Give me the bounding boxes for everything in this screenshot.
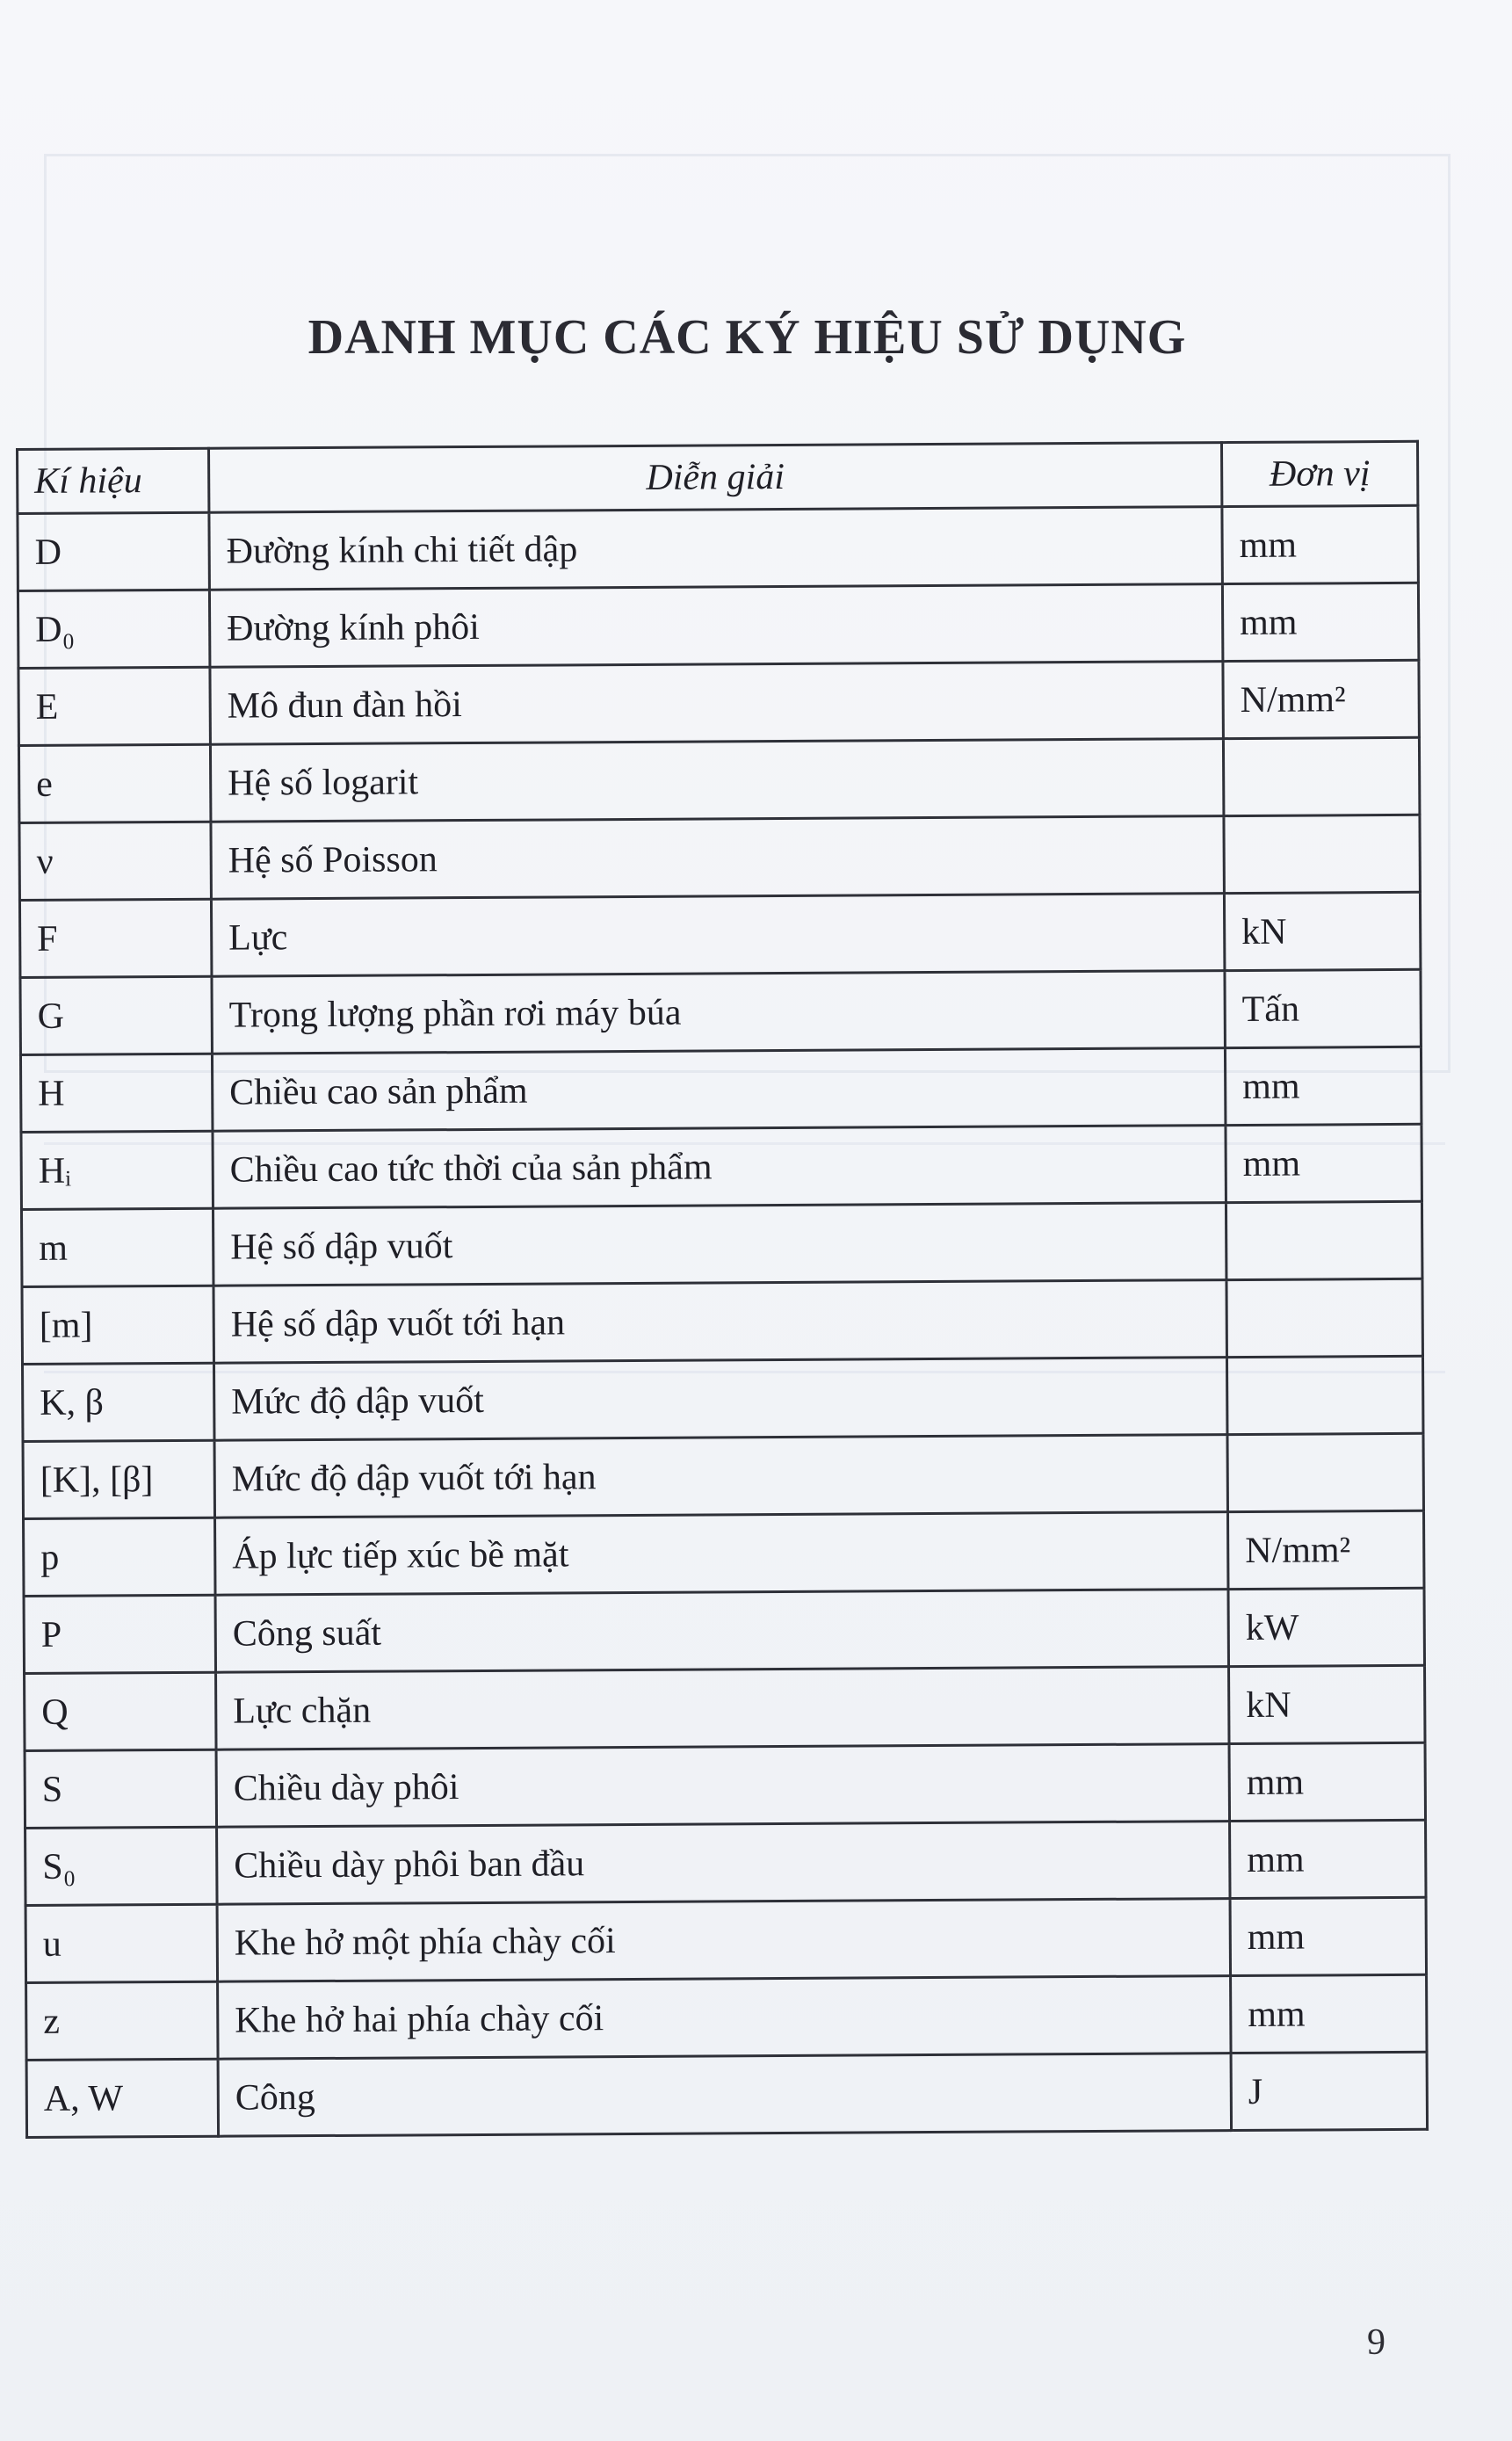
- table-row: [18, 583, 1418, 668]
- table-row: [21, 1124, 1422, 1209]
- unit-cell: Tấn: [1225, 969, 1422, 1047]
- header-unit: Đơn vị: [1221, 441, 1417, 506]
- symbol-cell: Hᵢ: [21, 1131, 213, 1209]
- symbol-cell: F: [19, 899, 212, 977]
- description-cell: Mức độ dập vuốt tới hạn: [214, 1435, 1227, 1518]
- table-row: [19, 892, 1420, 977]
- header-description: Diễn giải: [209, 443, 1222, 513]
- unit-cell: mm: [1225, 1047, 1422, 1125]
- unit-cell: mm: [1229, 1742, 1426, 1821]
- unit-cell: [1227, 1433, 1424, 1511]
- unit-cell: mm: [1230, 1820, 1427, 1898]
- description-cell: Chiều cao sản phẩm: [212, 1048, 1225, 1132]
- symbol-cell: K, β: [23, 1363, 215, 1441]
- symbol-cell: S: [25, 1749, 217, 1828]
- table-row: [19, 815, 1420, 900]
- unit-cell: N/mm²: [1223, 660, 1420, 738]
- description-cell: Đường kính chi tiết dập: [209, 507, 1222, 590]
- header-symbol: Kí hiệu: [18, 448, 209, 513]
- table-row: [24, 1588, 1424, 1673]
- description-cell: Mức độ dập vuốt: [214, 1358, 1227, 1441]
- description-cell: Đường kính phôi: [209, 584, 1222, 668]
- symbol-cell: D: [18, 512, 210, 590]
- unit-cell: [1224, 815, 1421, 893]
- description-cell: Hệ số dập vuốt: [213, 1203, 1226, 1286]
- symbol-cell: [K], [β]: [23, 1440, 215, 1518]
- unit-cell: kN: [1229, 1665, 1426, 1743]
- description-cell: Áp lực tiếp xúc bề mặt: [215, 1512, 1228, 1596]
- symbol-cell: P: [24, 1595, 216, 1673]
- symbol-cell: e: [18, 744, 211, 822]
- table-row: [26, 2052, 1427, 2137]
- table-row: [18, 505, 1418, 590]
- symbol-cell: E: [18, 667, 211, 745]
- table-row: [18, 660, 1419, 745]
- symbol-cell: A, W: [26, 2059, 219, 2137]
- table-row: [20, 969, 1421, 1054]
- symbol-cell: D₀: [18, 590, 210, 668]
- symbol-cell: H: [20, 1054, 213, 1132]
- description-cell: Lực: [211, 894, 1224, 977]
- table-row: [18, 737, 1419, 822]
- unit-cell: mm: [1231, 1974, 1428, 2053]
- description-cell: Khe hở một phía chày cối: [217, 1899, 1230, 1982]
- unit-cell: kN: [1224, 892, 1421, 970]
- description-cell: Hệ số Poisson: [211, 816, 1224, 900]
- unit-cell: mm: [1222, 583, 1419, 661]
- description-cell: Chiều dày phôi: [216, 1744, 1229, 1828]
- symbols-table: [16, 440, 1429, 2139]
- description-cell: Lực chặn: [216, 1667, 1229, 1750]
- symbol-cell: p: [24, 1517, 216, 1596]
- symbol-cell: S₀: [25, 1827, 218, 1905]
- table-row: [24, 1510, 1424, 1596]
- table-row: [26, 1974, 1427, 2060]
- unit-cell: mm: [1230, 1897, 1427, 1975]
- table-row: [21, 1201, 1422, 1286]
- unit-cell: [1226, 1278, 1423, 1357]
- unit-cell: mm: [1226, 1124, 1422, 1202]
- table-header-row: [18, 441, 1418, 513]
- unit-cell: J: [1231, 2052, 1428, 2130]
- unit-cell: [1223, 737, 1420, 815]
- description-cell: Công: [218, 2053, 1231, 2137]
- description-cell: Hệ số dập vuốt tới hạn: [213, 1280, 1226, 1364]
- description-cell: Mô đun đàn hồi: [210, 662, 1223, 745]
- description-cell: Trọng lượng phần rơi máy búa: [212, 971, 1225, 1054]
- symbol-cell: m: [21, 1208, 213, 1286]
- table-row: [25, 1820, 1426, 1905]
- table-body: [18, 505, 1428, 2137]
- symbol-cell: ν: [19, 822, 212, 900]
- table-row: [25, 1665, 1425, 1750]
- unit-cell: [1226, 1356, 1423, 1434]
- unit-cell: mm: [1222, 505, 1419, 583]
- page-number: 9: [1367, 2322, 1385, 2363]
- symbol-cell: u: [25, 1904, 218, 1982]
- page-title: DANH MỤC CÁC KÝ HIỆU SỬ DỤNG: [307, 310, 1187, 365]
- description-cell: Chiều cao tức thời của sản phẩm: [213, 1126, 1226, 1209]
- description-cell: Hệ số logarit: [210, 739, 1223, 822]
- symbol-cell: Q: [25, 1672, 217, 1750]
- table-row: [25, 1742, 1425, 1828]
- table-row: [22, 1278, 1422, 1364]
- table-row: [20, 1047, 1421, 1132]
- table-row: [23, 1433, 1423, 1518]
- description-cell: Chiều dày phôi ban đầu: [217, 1822, 1230, 1905]
- table-row: [25, 1897, 1426, 1982]
- symbol-cell: G: [20, 976, 213, 1054]
- unit-cell: N/mm²: [1227, 1510, 1424, 1589]
- unit-cell: [1226, 1201, 1422, 1279]
- description-cell: Khe hở hai phía chày cối: [218, 1976, 1231, 2060]
- description-cell: Công suất: [215, 1590, 1228, 1673]
- symbol-cell: z: [26, 1981, 219, 2060]
- unit-cell: kW: [1228, 1588, 1425, 1666]
- symbol-cell: [m]: [22, 1286, 214, 1364]
- table-row: [23, 1356, 1423, 1441]
